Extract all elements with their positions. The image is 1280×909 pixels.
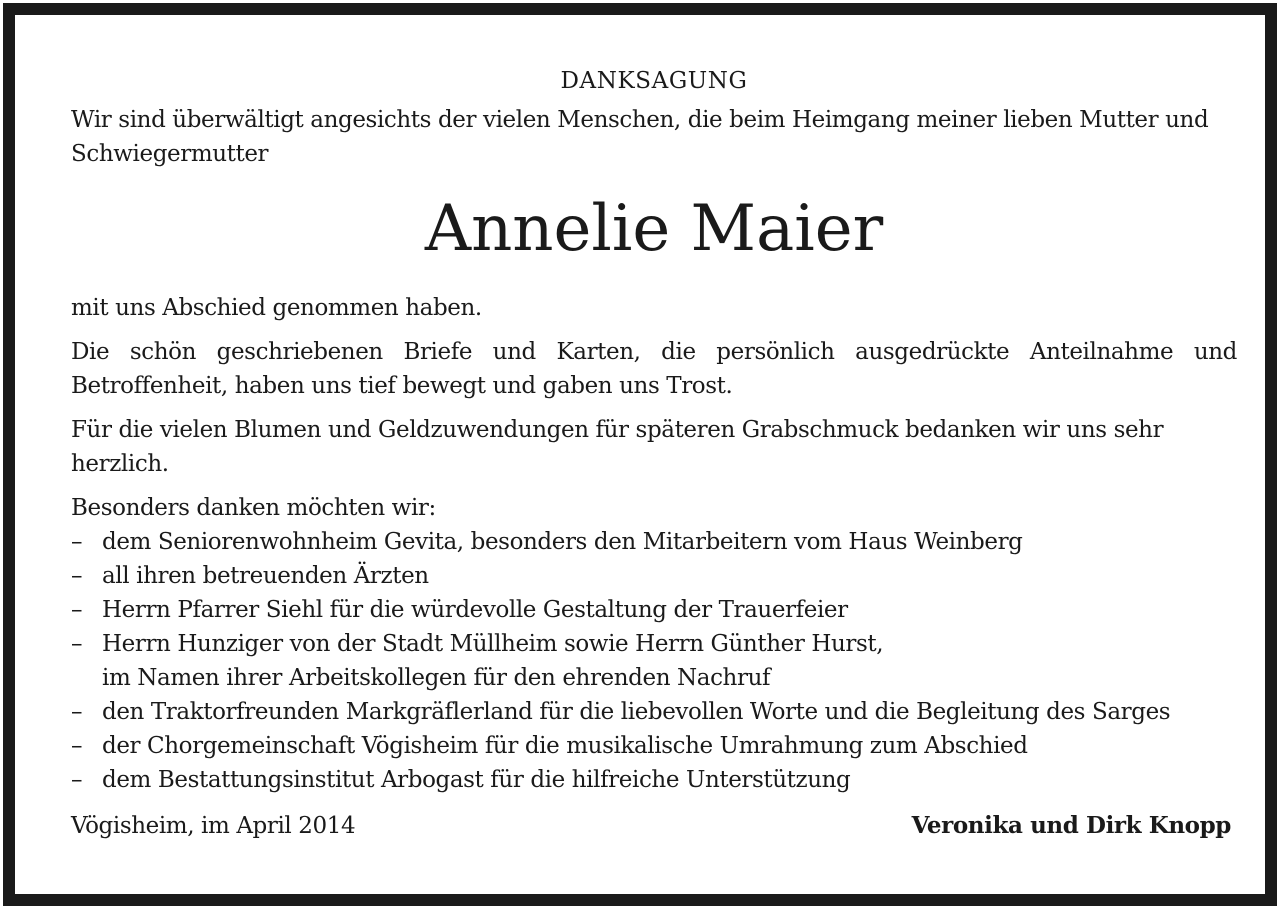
dash-marker: – [71, 597, 83, 623]
list-item-text: Herrn Hunziger von der Stadt Müllheim sowie Herrn Günther Hurst, im Namen ihrer Arbeitskollegen für den ehrenden Nachruf [102, 631, 884, 691]
list-item [71, 695, 1237, 729]
list-item-text: den Traktorfreunden Markgräflerland für die liebevollen Worte und die Begleitung des Sarges [102, 699, 1171, 725]
list-item [71, 559, 1237, 593]
list-item-text: all ihren betreuenden Ärzten [102, 563, 429, 589]
dash-marker: – [71, 733, 83, 759]
dash-marker: – [71, 767, 83, 793]
thanks-list [71, 525, 1237, 797]
intro-text: Wir sind überwältigt angesichts der vielen Menschen, die beim Heimgang meiner lieben Mutter und Schwiegermutter [71, 107, 1209, 167]
signature: Veronika und Dirk Knopp [911, 812, 1231, 839]
list-item [71, 763, 1237, 797]
letters-paragraph: Die schön geschriebenen Briefe und Karten, die persönlich ausgedrückte Anteilnahme und Betroffenheit, haben uns tief bewegt und gaben uns Trost. [71, 339, 1237, 399]
list-item [71, 525, 1237, 559]
list-item [71, 627, 1237, 695]
list-item [71, 593, 1237, 627]
dash-marker: – [71, 529, 83, 555]
list-item-text: dem Bestattungsinstitut Arbogast für die hilfreiche Unterstützung [102, 767, 851, 793]
flowers-paragraph: Für die vielen Blumen und Geldzuwendungen für späteren Grabschmuck bedanken wir uns sehr herzlich. [71, 417, 1164, 477]
notice-heading: DANKSAGUNG [560, 68, 748, 94]
notice-footer [71, 809, 1237, 843]
notice-content [71, 61, 1237, 843]
list-item [71, 729, 1237, 763]
deceased-name: Annelie Maier [424, 192, 884, 266]
notice-frame [3, 3, 1277, 906]
thanks-intro: Besonders danken möchten wir: [71, 495, 436, 521]
list-item-text: Herrn Pfarrer Siehl für die würdevolle Gestaltung der Trauerfeier [102, 597, 848, 623]
dash-marker: – [71, 563, 83, 589]
list-item-text: der Chorgemeinschaft Vögisheim für die musikalische Umrahmung zum Abschied [102, 733, 1028, 759]
place-date: Vögisheim, im April 2014 [71, 813, 356, 839]
farewell-text: mit uns Abschied genommen haben. [71, 295, 482, 321]
list-item-text: dem Seniorenwohnheim Gevita, besonders den Mitarbeitern vom Haus Weinberg [102, 529, 1023, 555]
dash-marker: – [71, 699, 83, 725]
dash-marker: – [71, 631, 83, 657]
